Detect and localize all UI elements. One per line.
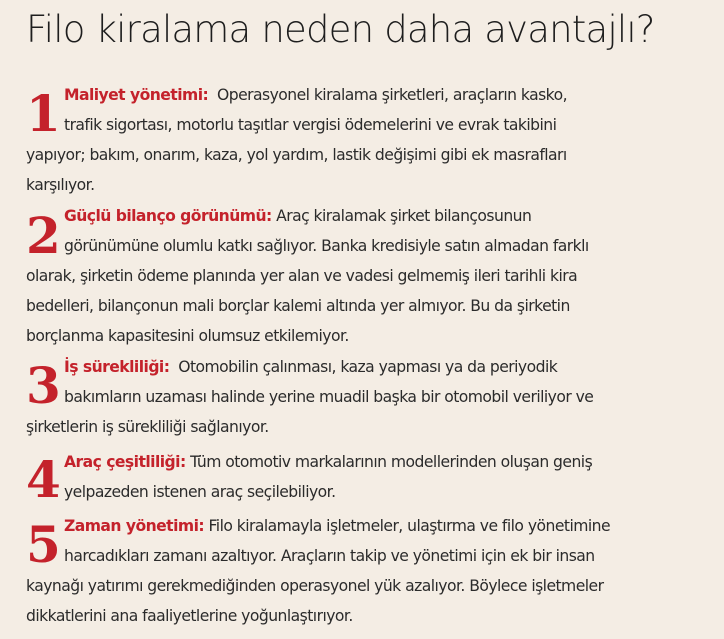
item-line: kaynağı yatırımı gerekmediğinden operasyonel yük azalıyor. Böylece işletmeler — [26, 577, 604, 595]
list-item-1 — [26, 80, 716, 200]
item-heading: Zaman yönetimi: — [64, 517, 205, 535]
item-heading: Araç çeşitliliği: — [64, 453, 186, 471]
list-item-2 — [26, 201, 716, 351]
item-line: yelpazeden istenen araç seçilebiliyor. — [64, 483, 336, 501]
item-number: 2 — [26, 206, 61, 265]
item-line: şirketlerin iş sürekliliği sağlanıyor. — [26, 418, 269, 436]
page-title: Filo kiralama neden daha avantajlı? — [26, 8, 655, 51]
item-line: trafik sigortası, motorlu taşıtlar vergisi ödemelerini ve evrak takibini — [64, 116, 557, 134]
item-line: dikkatlerini ana faaliyetlerine yoğunlaştırıyor. — [26, 607, 353, 625]
list-item-4 — [26, 447, 716, 507]
item-line: harcadıkları zamanı azaltıyor. Araçların takip ve yönetimi için ek bir insan — [64, 547, 595, 565]
list-item-5 — [26, 511, 716, 631]
item-line: borçlanma kapasitesini olumsuz etkilemiyor. — [26, 327, 349, 345]
item-number: 1 — [26, 84, 61, 143]
item-line: karşılıyor. — [26, 176, 95, 194]
item-heading: Güçlü bilanço görünümü: — [64, 207, 272, 225]
item-number: 3 — [26, 356, 61, 415]
item-number: 5 — [26, 515, 61, 574]
item-heading: İş sürekliliği: — [64, 358, 170, 376]
item-line: bakımların uzaması halinde yerine muadil başka bir otomobil veriliyor ve — [64, 388, 594, 406]
item-heading: Maliyet yönetimi: — [64, 86, 209, 104]
item-line: yapıyor; bakım, onarım, kaza, yol yardım, lastik değişimi gibi ek masrafları — [26, 146, 567, 164]
item-line: olarak, şirketin ödeme planında yer alan ve vadesi gelmemiş ileri tarihli kira — [26, 267, 578, 285]
item-line: bedelleri, bilançonun mali borçlar kalemi altında yer almıyor. Bu da şirketin — [26, 297, 570, 315]
item-line: Araç çeşitliliği: Tüm otomotiv markalarının modellerinden oluşan geniş — [64, 453, 593, 471]
item-line: Güçlü bilanço görünümü: Araç kiralamak şirket bilançosunun — [64, 207, 532, 225]
item-line: Maliyet yönetimi: Operasyonel kiralama şirketleri, araçların kasko, — [64, 86, 568, 104]
item-number: 4 — [26, 450, 61, 509]
list-item-3 — [26, 352, 716, 442]
item-line: Zaman yönetimi: Filo kiralamayla işletmeler, ulaştırma ve filo yönetimine — [64, 517, 611, 535]
item-line: görünümüne olumlu katkı sağlıyor. Banka kredisiyle satın almadan farklı — [64, 237, 589, 255]
item-line: İş sürekliliği: Otomobilin çalınması, kaza yapması ya da periyodik — [64, 358, 558, 376]
